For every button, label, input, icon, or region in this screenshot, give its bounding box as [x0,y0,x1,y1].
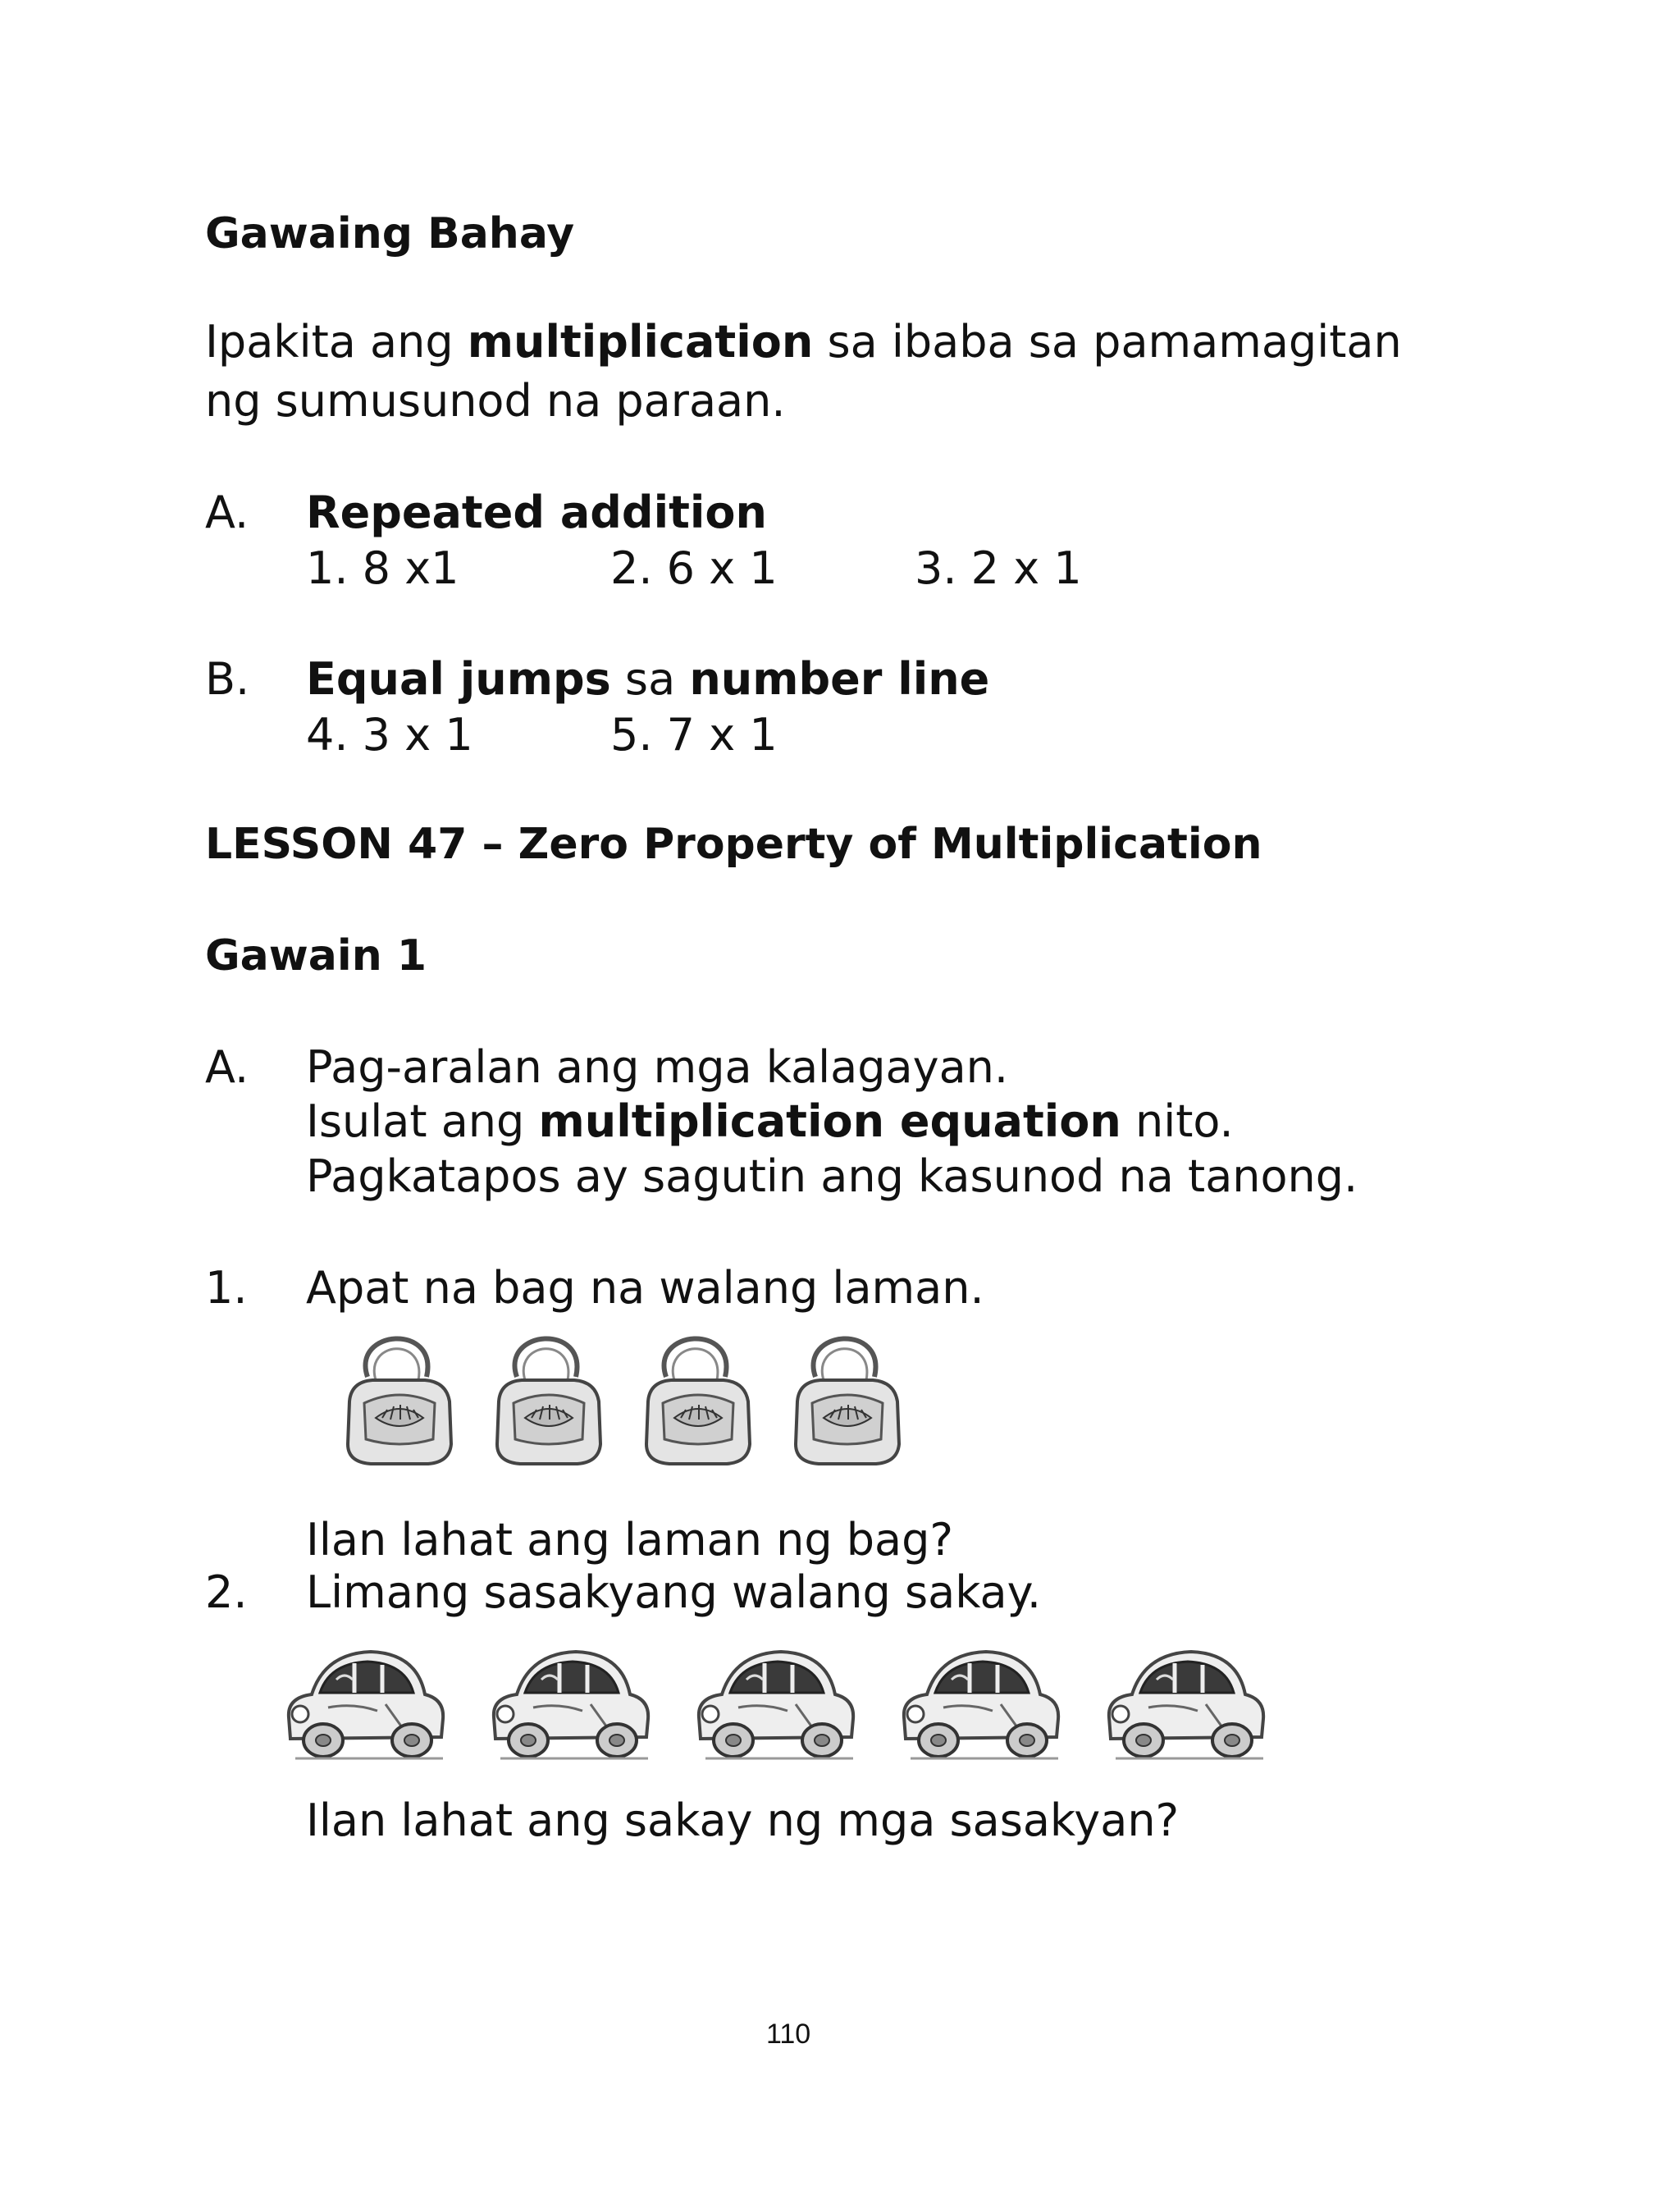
item-1-text: Apat na bag na walang laman. [306,1262,984,1314]
item-2-question: Ilan lahat ang sakay ng mga sasakyan? [306,1795,1180,1846]
page-number: 110 [766,2019,811,2050]
lesson-part-a-letter: A. [205,1041,249,1093]
instruction-2-bold: multiplication equation [538,1095,1121,1147]
bag-icon [646,1338,750,1464]
exercise-item-5: 5. 7 x 1 [610,709,778,761]
item-1-number: 1. [205,1262,248,1314]
bag-illustrations [336,1321,919,1477]
item-1-question: Ilan lahat ang laman ng bag? [306,1514,954,1566]
lesson-title: LESSON 47 – Zero Property of Multiplication [205,820,1262,869]
part-b-mid: sa [610,653,690,705]
intro-line-1 [205,316,1402,368]
part-b-bold-2: number line [689,653,990,705]
car-icon [699,1652,853,1758]
intro-text-post: sa ibaba sa pamamagitan [813,316,1402,368]
bag-icon [796,1338,899,1464]
item-2-text: Limang sasakyang walang sakay. [306,1566,1042,1618]
car-icon [1109,1652,1263,1758]
bag-icon [348,1338,451,1464]
exercise-item-3: 3. 2 x 1 [915,542,1082,594]
part-a-letter: A. [205,487,249,538]
instruction-2-pre: Isulat ang [306,1095,539,1147]
bag-icon [497,1338,600,1464]
exercise-item-4: 4. 3 x 1 [306,709,473,761]
gawain-title: Gawain 1 [205,931,427,981]
car-illustrations [279,1629,1288,1768]
intro-text-bold: multiplication [467,316,814,368]
instruction-line-3: Pagkatapos ay sagutin ang kasunod na tanong. [306,1150,1358,1202]
exercise-item-2: 2. 6 x 1 [610,542,778,594]
intro-text-pre: Ipakita ang [205,316,468,368]
part-a-heading: Repeated addition [306,487,767,538]
part-b-bold-1: Equal jumps [306,653,611,705]
intro-line-2: ng sumusunod na paraan. [205,375,786,427]
car-icon [289,1652,443,1758]
section-title-gawaing-bahay: Gawaing Bahay [205,209,575,258]
car-icon [904,1652,1058,1758]
part-b-letter: B. [205,653,250,705]
car-icon [494,1652,648,1758]
part-b-heading [306,653,989,706]
exercise-item-1: 1. 8 x1 [306,542,459,594]
instruction-2-post: nito. [1121,1095,1234,1147]
item-2-number: 2. [205,1566,248,1618]
instruction-line-2 [306,1095,1234,1148]
instruction-line-1: Pag-aralan ang mga kalagayan. [306,1041,1009,1093]
